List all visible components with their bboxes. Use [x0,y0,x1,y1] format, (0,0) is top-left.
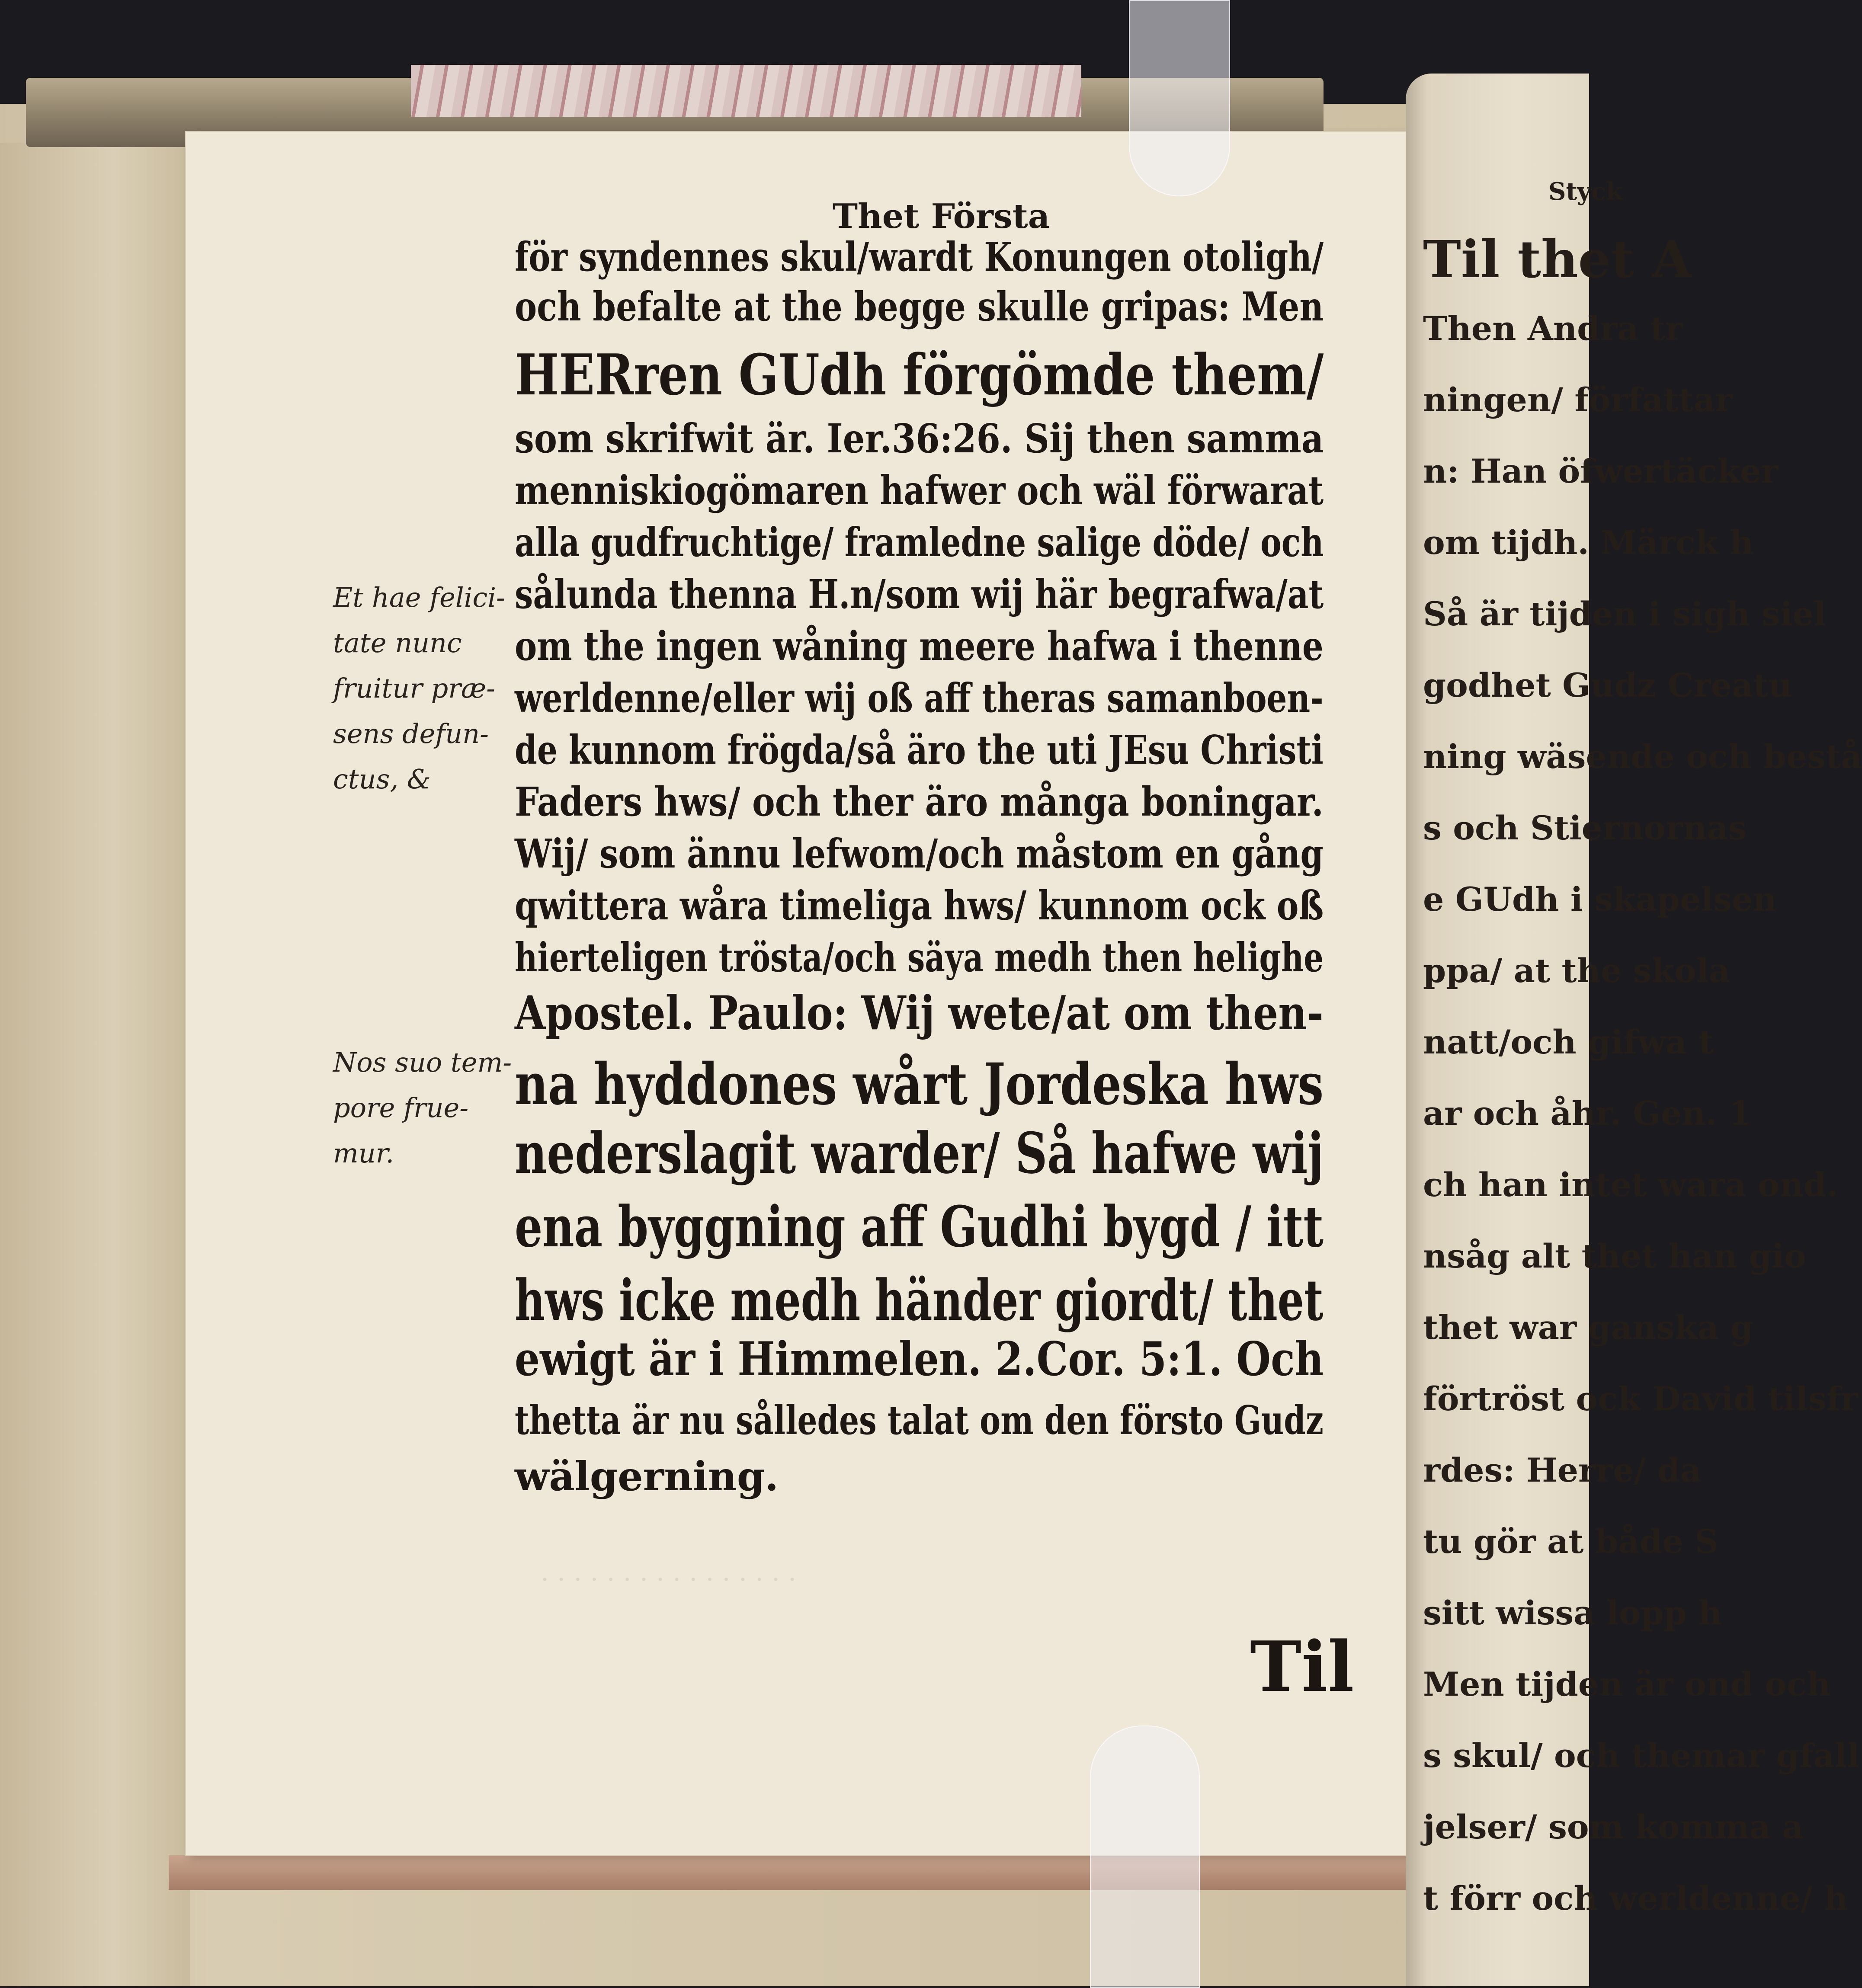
text-line: om the ingen wåning meere hafwa i thenne [515,623,1324,669]
text-line: som skrifwit är. Ier.36:26. Sij then samma [515,415,1324,462]
facing-page-line: Til thet A [1423,229,1692,289]
facing-page-line: sitt wissa lopp h [1423,1594,1722,1632]
margin-note-line: tate nunc [333,627,462,659]
facing-page-line: Men tijden är ond och [1423,1665,1831,1703]
facing-page-line: nsåg alt thet han gio [1423,1237,1806,1275]
margin-note-line: mur. [333,1137,394,1169]
text-line: ewigt är i Himmelen. 2.Cor. 5:1. Och [515,1332,1324,1386]
facing-page-line: Så är tijden i sigh siel [1423,595,1826,633]
marbled-endpaper [411,65,1081,117]
text-line: sålunda thenna H.n/som wij här begrafwa/at [515,571,1324,618]
book-page-right [1406,74,1862,1986]
text-line: menniskiogömaren hafwer och wäl förwarat [515,467,1324,514]
text-line: Wij/ som ännu lefwom/och måstom en gång [515,830,1324,877]
facing-page-line: ch han intet wara ond. [1423,1165,1838,1204]
facing-page-line: rdes: Herre/ da [1423,1451,1702,1489]
text-line: de kunnom frögda/så äro the uti JEsu Christi [515,727,1324,773]
text-line: qwittera wåra timeliga hws/ kunnom ock oß [515,882,1324,929]
facing-page-line: e GUdh i skapelsen [1423,880,1777,919]
facing-page-line: s skul/ och themar gfall [1423,1736,1860,1775]
facing-page-line: t förr och werldenne/ h [1423,1879,1848,1918]
facing-page-line: godhet Gudz Creatu [1423,666,1792,704]
text-line: nederslagit warder/ Så hafwe wij [515,1120,1324,1186]
facing-page-line: n: Han öfwertäcker [1423,452,1779,490]
text-line: Faders hws/ och ther äro många boningar. [515,778,1324,825]
text-line: HERren GUdh förgömde them/ [515,342,1324,408]
text-line: alla gudfruchtige/ framledne salige döde/ och [515,519,1324,566]
margin-note-line: fruitur præ- [333,672,496,704]
facing-page-line: ppa/ at the skola [1423,951,1730,990]
page-clip-top [1129,0,1230,196]
margin-note-line: pore frue- [333,1092,469,1124]
text-line: thetta är nu sålledes talat om den försto Gudz [515,1397,1324,1444]
facing-page-line: ningen/ författar [1423,381,1733,419]
facing-page-line: thet war ganska g [1423,1308,1753,1347]
facing-page-line: ning wäsende och bestå [1423,737,1862,776]
text-line: ena byggning aff Gudhi bygd / itt [515,1194,1324,1260]
text-line: wälgerning. [515,1453,779,1500]
text-line: hierteligen trösta/och säya medh then helighe [515,934,1324,981]
bleed-through-text: . . . . . . . . . . . . . . . . [541,1557,797,1587]
page-clip-bottom [1090,1725,1200,1988]
text-line: för syndennes skul/wardt Konungen otoligh/ [515,234,1324,280]
book-board-left [0,143,190,1986]
margin-note-line: Et hae felici- [333,582,505,613]
text-line: Apostel. Paulo: Wij wete/at om then- [515,986,1324,1040]
facing-page-line: s och Stiernornas [1423,809,1747,847]
running-head: Thet Första [833,197,1050,236]
text-line: na hyddones wårt Jordeska hws [515,1051,1324,1118]
page-edge-bottom [169,1855,1414,1890]
facing-page-line: tu gör at både S [1423,1522,1719,1561]
margin-note-line: ctus, & [333,763,431,795]
margin-note-line: Nos suo tem- [333,1047,512,1078]
text-line: werldenne/eller wij oß aff theras samanboen- [515,675,1324,721]
facing-page-line: förtröst ock David tilsfr [1423,1380,1858,1418]
facing-page-line: om tijdh. Märck h [1423,523,1754,562]
text-line: och befalte at the begge skulle gripas: Men [515,283,1324,330]
margin-note-line: sens defun- [333,718,489,749]
text-line: hws icke medh händer giordt/ thet [515,1267,1324,1333]
catchword: Til [1250,1626,1354,1707]
facing-page-line: ar och åhr. Gen. 1 [1423,1094,1752,1133]
facing-page-line: natt/och gifwa t [1423,1023,1714,1061]
facing-page-line: Styck [1548,177,1623,206]
facing-page-line: Then Andra tr [1423,309,1683,348]
facing-page-line: jelser/ som komma a [1423,1808,1804,1846]
